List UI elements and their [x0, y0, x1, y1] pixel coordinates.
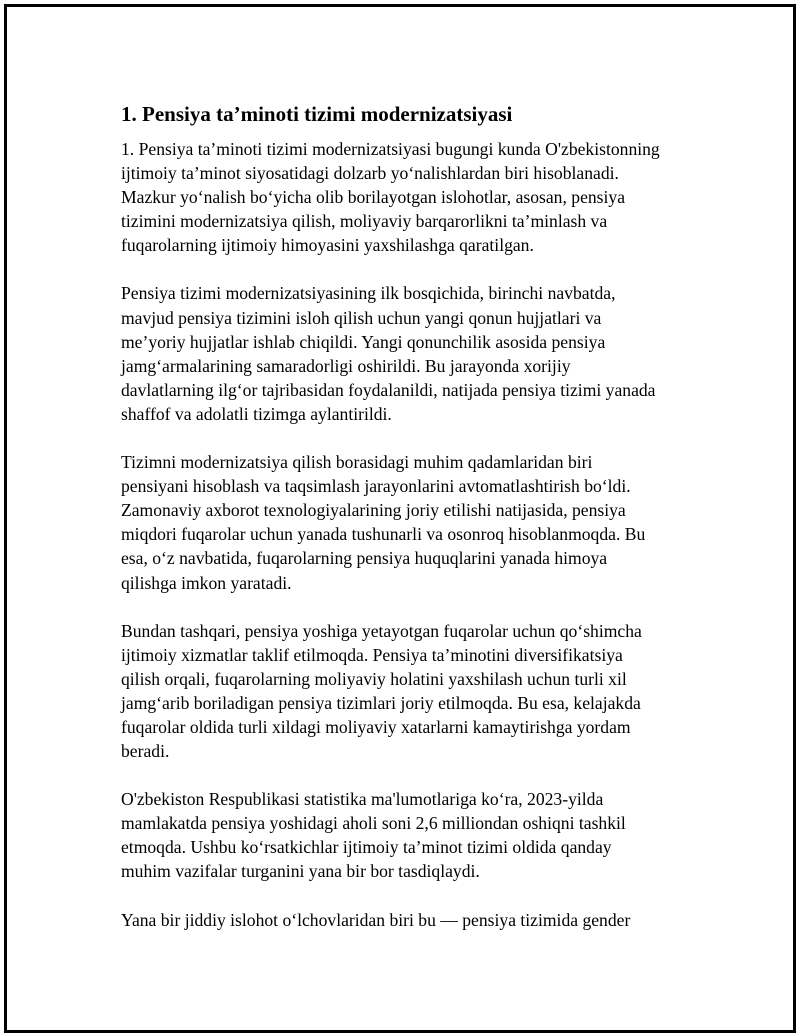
text-line: pensiyani hisoblash va taqsimlash jarayonlarini avtomatlashtirish bo‘ldi.	[121, 476, 631, 497]
text-line: esa, o‘z navbatida, fuqarolarning pensiya huquqlarini yanada himoya	[121, 548, 608, 569]
text-line: shaffof va adolatli tizimga aylantirildi.	[121, 403, 392, 424]
document-title: 1. Pensiya ta’minoti tizimi modernizatsiyasi	[121, 102, 513, 126]
text-line: mavjud pensiya tizimini isloh qilish uchun yangi qonun hujjatlari va	[121, 307, 602, 328]
text-line: fuqarolarning ijtimoiy himoyasini yaxshilashga qaratilgan.	[121, 235, 534, 256]
text-line: fuqarolar oldida turli xildagi moliyaviy xatarlarni kamaytirishga yordam	[121, 716, 631, 737]
text-line: qilishga imkon yaratadi.	[121, 572, 292, 593]
document-body	[121, 101, 701, 956]
text-line: O'zbekiston Respublikasi statistika ma'lumotlariga ko‘ra, 2023-yilda	[121, 789, 604, 810]
paragraph-4	[121, 619, 701, 764]
text-line: Mazkur yo‘nalish bo‘yicha olib borilayotgan islohotlar, asosan, pensiya	[121, 187, 626, 208]
text-line: ijtimoiy ta’minot siyosatidagi dolzarb yo‘nalishlardan biri hisoblanadi.	[121, 163, 619, 184]
paragraph-2	[121, 281, 701, 426]
text-line: ijtimoiy xizmatlar taklif etilmoqda. Pensiya ta’minotini diversifikatsiya	[121, 644, 623, 665]
text-line: mamlakatda pensiya yoshidagi aholi soni 2,6 milliondan oshiqni tashkil	[121, 813, 626, 834]
text-line: 1. Pensiya ta’minoti tizimi modernizatsiyasi bugungi kunda O'zbekistonning	[121, 139, 660, 159]
text-line: beradi.	[121, 741, 170, 762]
text-line: me’yoriy hujjatlar ishlab chiqildi. Yangi qonunchilik asosida pensiya	[121, 331, 606, 352]
text-line: Pensiya tizimi modernizatsiyasining ilk bosqichida, birinchi navbatda,	[121, 283, 616, 304]
paragraph-3	[121, 450, 701, 595]
text-line: jamg‘arib boriladigan pensiya tizimlari joriy etilmoqda. Bu esa, kelajakda	[121, 692, 641, 713]
text-line: miqdori fuqarolar uchun yanada tushunarli va osonroq hisoblanmoqda. Bu	[121, 524, 646, 545]
page-frame	[4, 4, 796, 1033]
text-line: Yana bir jiddiy islohot o‘lchovlaridan biri bu — pensiya tizimida gender	[121, 909, 631, 930]
text-line: Zamonaviy axborot texnologiyalarining joriy etilishi natijasida, pensiya	[121, 500, 626, 521]
text-line: etmoqda. Ushbu ko‘rsatkichlar ijtimoiy ta’minot tizimi oldida qanday	[121, 837, 612, 858]
text-line: tizimini modernizatsiya qilish, moliyaviy barqarorlikni ta’minlash va	[121, 211, 608, 232]
text-line: qilish orqali, fuqarolarning moliyaviy holatini yaxshilash uchun turli xil	[121, 668, 627, 689]
paragraph-1	[121, 137, 701, 257]
text-line: jamg‘armalarining samaradorligi oshirildi. Bu jarayonda xorijiy	[121, 355, 571, 376]
paragraph-5	[121, 787, 701, 883]
text-line: muhim vazifalar turganini yana bir bor tasdiqlaydi.	[121, 861, 480, 882]
paragraph-6	[121, 908, 701, 932]
text-line: Tizimni modernizatsiya qilish borasidagi muhim qadamlaridan biri	[121, 452, 593, 473]
text-line: Bundan tashqari, pensiya yoshiga yetayotgan fuqarolar uchun qo‘shimcha	[121, 620, 642, 641]
text-line: davlatlarning ilg‘or tajribasidan foydalanildi, natijada pensiya tizimi yanada	[121, 379, 656, 400]
